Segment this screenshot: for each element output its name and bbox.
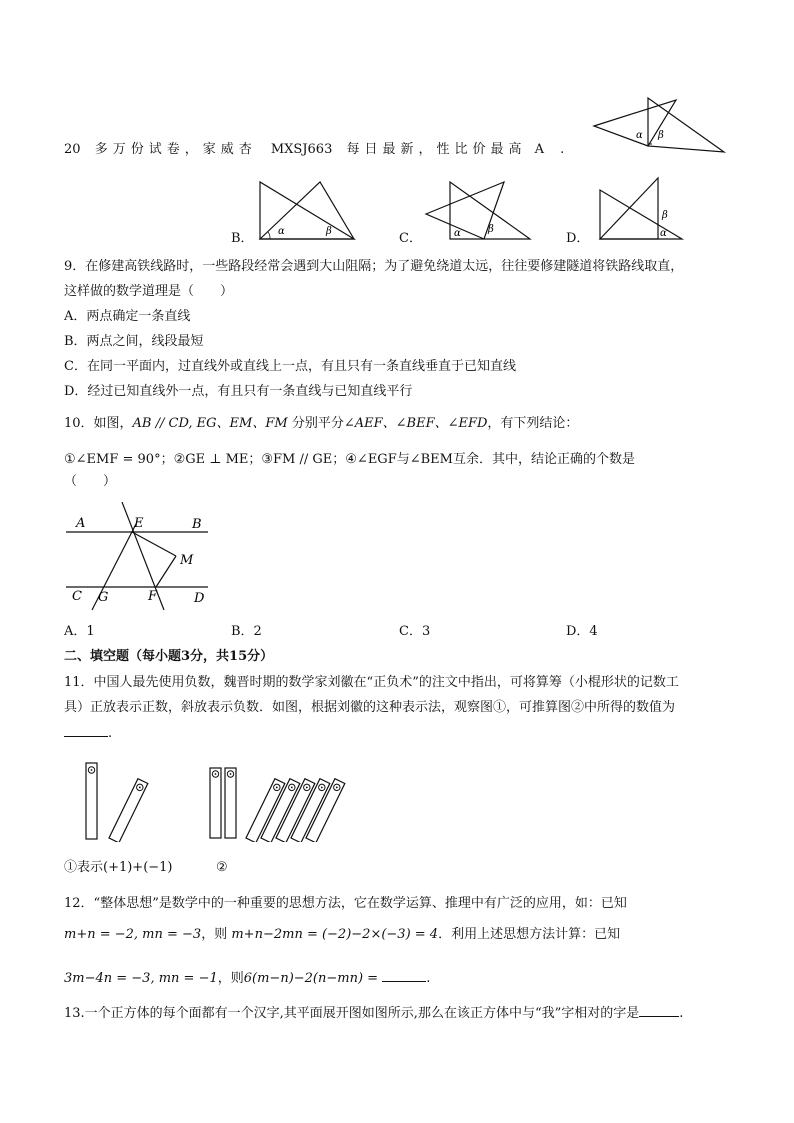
label-E: E (134, 516, 144, 531)
q12-end: . (426, 971, 431, 986)
q12-given2: 3m−4n = −3, mn = −1 (64, 971, 218, 986)
figure-option-c (424, 180, 536, 244)
q9-option-b: B．两点之间，线段最短 (64, 334, 204, 349)
label-G: G (98, 590, 109, 605)
ad-text2: 每日最新，性比价最高 (346, 142, 527, 157)
q11-line3 (64, 724, 112, 742)
q11-caption-2: ② (216, 860, 228, 875)
q12-answer-blank (382, 969, 426, 982)
q11-end: . (108, 726, 113, 741)
ad-code: MXSJ663 (270, 142, 333, 157)
q12-given1: m+n = −2, mn = −3 (64, 927, 202, 942)
q10-option-c: C．3 (399, 624, 431, 639)
q9-option-c: C．在同一平面内，过直线外或直线上一点，有且只有一条直线垂直于已知直线 (64, 359, 516, 374)
angle-beta-a: β (658, 130, 664, 141)
q10-conclusions: ①∠EMF = 90°；②GE ⊥ ME；③FM // GE；④∠EGF与∠BEM互余．其中，结论正确的个数是 (64, 452, 635, 467)
q10-option-d: D．4 (566, 624, 598, 639)
label-M: M (180, 553, 194, 568)
q10-mid: 分别平分 (287, 416, 344, 431)
figure-option-a (590, 96, 730, 158)
ad-num: 20 (64, 142, 81, 157)
q11-caption-1: ①表示(+1)+(−1) (64, 860, 173, 875)
q10-suffix: ，有下列结论： (487, 416, 579, 431)
q11-answer-blank (64, 724, 108, 737)
label-F: F (148, 589, 158, 604)
q13-line (64, 1004, 683, 1022)
q13-answer-blank (639, 1004, 679, 1017)
q10-paren: （ ） (64, 474, 117, 489)
q13-text: 13.一个正方体的每个面都有一个汉字,其平面展开图如图所示,那么在该正方体中与“我”字相对的字是 (64, 1006, 640, 1021)
q12-example-calc: m+n−2mn = (−2)−2×(−3) = 4 (231, 927, 439, 942)
figure-option-b (256, 180, 360, 244)
q10-math1: AB // CD, EG、EM、FM (132, 416, 288, 431)
angle-beta-c: β (488, 224, 494, 235)
angle-alpha-a: α (636, 130, 643, 141)
option-a-label: A (534, 142, 545, 157)
label-A: A (76, 516, 86, 531)
q12-line3 (64, 969, 430, 987)
angle-alpha-b: α (278, 226, 285, 237)
figure-q10 (66, 502, 216, 614)
label-C: C (72, 589, 82, 604)
q11-line2: 具）正放表示正数，斜放表示负数．如图，根据刘徽的这种表示法，观察图①，可推算图②中所得的数值为 (64, 700, 676, 715)
q10-option-a: A．1 (64, 624, 95, 639)
q10-math2: ∠AEF、∠BEF、∠EFD (343, 416, 488, 431)
q10-stem (64, 416, 578, 432)
angle-beta-b: β (326, 226, 332, 237)
q9-stem-line1: 9．在修建高铁线路时，一些路段经常会遇到大山阻隔；为了避免绕道太远，往往要修建隧道将铁路线取直， (64, 259, 684, 274)
q12-line1: 12．“整体思想”是数学中的一种重要的思想方法，它在数学运算、推理中有广泛的应用，如：已知 (64, 896, 627, 911)
label-D: D (194, 591, 205, 606)
q12-instruction: ．利用上述思想方法计算：已知 (438, 927, 621, 942)
figure-option-d (596, 176, 690, 244)
q9-stem-line2: 这样做的数学道理是（ ） (64, 284, 234, 299)
angle-beta-d: β (662, 210, 668, 221)
angle-alpha-c: α (454, 228, 461, 239)
q11-line1: 11．中国人最先使用负数，魏晋时期的数学家刘徽在“正负术”的注文中指出，可将算筹（小棍形状的记数工 (64, 675, 679, 690)
q13-end: . (679, 1006, 684, 1021)
angle-alpha-d: α (660, 228, 667, 239)
ad-text1: 多万份试卷，家威杏 (94, 142, 257, 157)
q9-option-a: A．两点确定一条直线 (64, 309, 191, 324)
q12-then2: ，则 (217, 971, 244, 986)
option-c-label: C． (399, 231, 422, 246)
ad-dot: . (560, 142, 565, 157)
q10-prefix: 10．如图， (64, 416, 133, 431)
label-B: B (192, 517, 202, 532)
q12-expression: 6(m−n)−2(n−mn) = (243, 971, 379, 986)
figure-q11-1 (78, 760, 162, 842)
option-d-label: D． (566, 231, 590, 246)
ad-line (64, 142, 564, 158)
q12-then1: ，则 (201, 927, 228, 942)
option-b-label: B． (231, 231, 254, 246)
q10-option-b: B．2 (231, 624, 262, 639)
section-2-heading: 二、填空题（每小题3分，共15分） (64, 649, 274, 664)
figure-q11-2 (204, 760, 354, 842)
q9-option-d: D．经过已知直线外一点，有且只有一条直线与已知直线平行 (64, 384, 413, 399)
q12-line2 (64, 927, 620, 943)
